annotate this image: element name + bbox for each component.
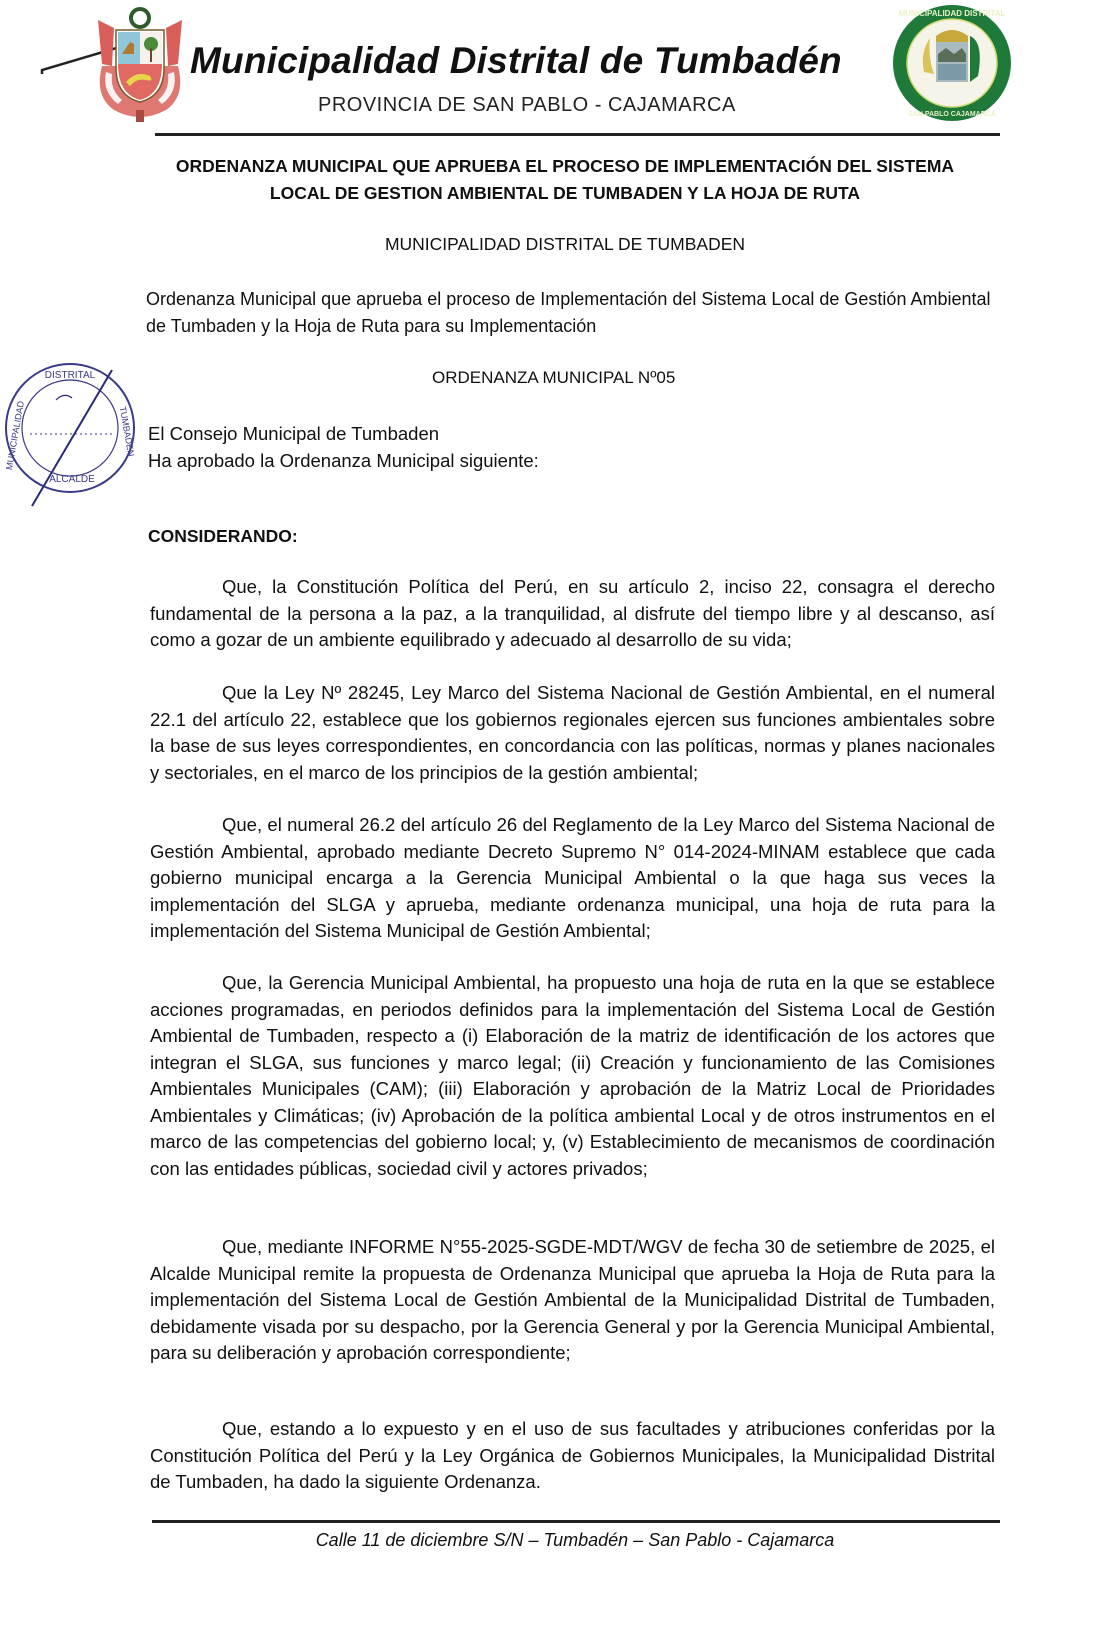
svg-text:MUNICIPALIDAD: MUNICIPALIDAD xyxy=(4,400,27,471)
paragraph-text: Que, la Gerencia Municipal Ambiental, ha propuesto una hoja de ruta en la que se establece acciones programadas, en periodos definidos para la implementación del Sistema Local de Gestión Ambiental de Tumbaden, respecto a (i) Elaboración de la matriz de identificación de los actores que integran el SLGA, sus funciones y marco legal; (ii) Creación y funcionamiento de las Comisiones Ambientales Municipales (CAM); (iii) Elaboración y aprobación de la Matriz Local de Prioridades Ambientales y Climáticas; (iv) Aprobación de la política ambiental Local y de otros instrumentos en el marco de las competencias del gobierno local; y, (v) Establecimiento de mecanismos de coordinación con las entidades públicas, sociedad civil y actores privados; xyxy=(150,972,995,1179)
paragraph-4 xyxy=(150,970,995,1182)
svg-text:DISTRITAL: DISTRITAL xyxy=(44,370,96,381)
footer-divider xyxy=(152,1520,1000,1523)
letterhead xyxy=(0,0,1107,140)
paragraph-text: Que, estando a lo expuesto y en el uso de sus facultades y atribuciones conferidas por la Constitución Política del Perú y la Ley Orgánica de Gobiernos Municipales, la Municipalidad Distrital de Tumbaden, ha dado la siguiente Ordenanza. xyxy=(150,1418,995,1492)
council-statement xyxy=(148,420,539,474)
section-heading: CONSIDERANDO: xyxy=(148,526,298,546)
paragraph-text: Que la Ley Nº 28245, Ley Marco del Sistema Nacional de Gestión Ambiental, en el numeral 22.1 del artículo 22, establece que los gobiernos regionales ejercen sus funciones ambientales sobre la base de sus leyes correspondientes, en concordancia con las políticas, normas y planes nacionales y sectoriales, en el marco de los principios de la gestión ambiental; xyxy=(150,682,995,783)
document-title xyxy=(150,153,980,207)
province-subtitle: PROVINCIA DE SAN PABLO - CAJAMARCA xyxy=(318,94,736,116)
tumbaden-district-seal-icon xyxy=(890,2,1014,124)
paragraph-text: Que, el numeral 26.2 del artículo 26 del Reglamento de la Ley Marco del Sistema Nacional de Gestión Ambiental, aprobado mediante Decreto Supremo N° 014-2024-MINAM establece que cada gobierno municipal encarga a la Gerencia Municipal Ambiental o la que haga sus veces la implementación del SLGA y aprueba, mediante ordenanza municipal, una hoja de ruta para la implementación del Sistema Municipal de Gestión Ambiental; xyxy=(150,814,995,941)
svg-text:ALCALDE: ALCALDE xyxy=(49,474,95,485)
council-line-1: El Consejo Municipal de Tumbaden xyxy=(148,423,440,444)
document-title-line-2: LOCAL DE GESTION AMBIENTAL DE TUMBADEN Y LA HOJA DE RUTA xyxy=(269,183,861,203)
svg-text:MUNICIPALIDAD DISTRITAL: MUNICIPALIDAD DISTRITAL xyxy=(898,9,1006,18)
svg-text:SAN PABLO CAJAMARCA: SAN PABLO CAJAMARCA xyxy=(908,111,996,118)
council-line-2: Ha aprobado la Ordenanza Municipal siguiente: xyxy=(148,450,539,471)
ordinance-number: ORDENANZA MUNICIPAL Nº05 xyxy=(432,368,676,387)
paragraph-3 xyxy=(150,812,995,945)
footer-address: Calle 11 de diciembre S/N – Tumbadén – San Pablo - Cajamarca xyxy=(315,1530,835,1550)
paragraph-1 xyxy=(150,574,995,654)
ordinance-summary: Ordenanza Municipal que aprueba el proceso de Implementación del Sistema Local de Gestión Ambiental de Tumbaden y la Hoja de Ruta para su Implementación xyxy=(146,289,991,336)
official-stamp-icon xyxy=(0,348,146,508)
paragraph-text: Que, la Constitución Política del Perú, en su artículo 2, inciso 22, consagra el derecho fundamental de la persona a la paz, a la tranquilidad, al disfrute del tiempo libre y al descanso, así como a gozar de un ambiente equilibrado y adecuado al desarrollo de su vida; xyxy=(150,576,995,650)
document-title-line-1: ORDENANZA MUNICIPAL QUE APRUEBA EL PROCESO DE IMPLEMENTACIÓN DEL SISTEMA xyxy=(175,156,955,176)
municipality-heading: MUNICIPALIDAD DISTRITAL DE TUMBADEN xyxy=(384,234,746,254)
svg-text:TUMBADEN: TUMBADEN xyxy=(117,405,137,458)
municipality-title: Municipalidad Distrital de Tumbadén xyxy=(190,40,842,81)
peru-coat-of-arms-icon xyxy=(92,6,188,126)
header-divider xyxy=(155,133,1000,136)
paragraph-2 xyxy=(150,680,995,786)
paragraph-5 xyxy=(150,1234,995,1367)
paragraph-text: Que, mediante INFORME N°55-2025-SGDE-MDT/WGV de fecha 30 de setiembre de 2025, el Alcalde Municipal remite la propuesta de Ordenanza Municipal que aprueba la Hoja de Ruta para la implementación del Sistema Local de Gestión Ambiental de la Municipalidad Distrital de Tumbaden, debidamente visada por su despacho, por la Gerencia General y por la Gerencia Municipal Ambiental, para su deliberación y aprobación correspondiente; xyxy=(150,1236,995,1363)
paragraph-6 xyxy=(150,1416,995,1496)
